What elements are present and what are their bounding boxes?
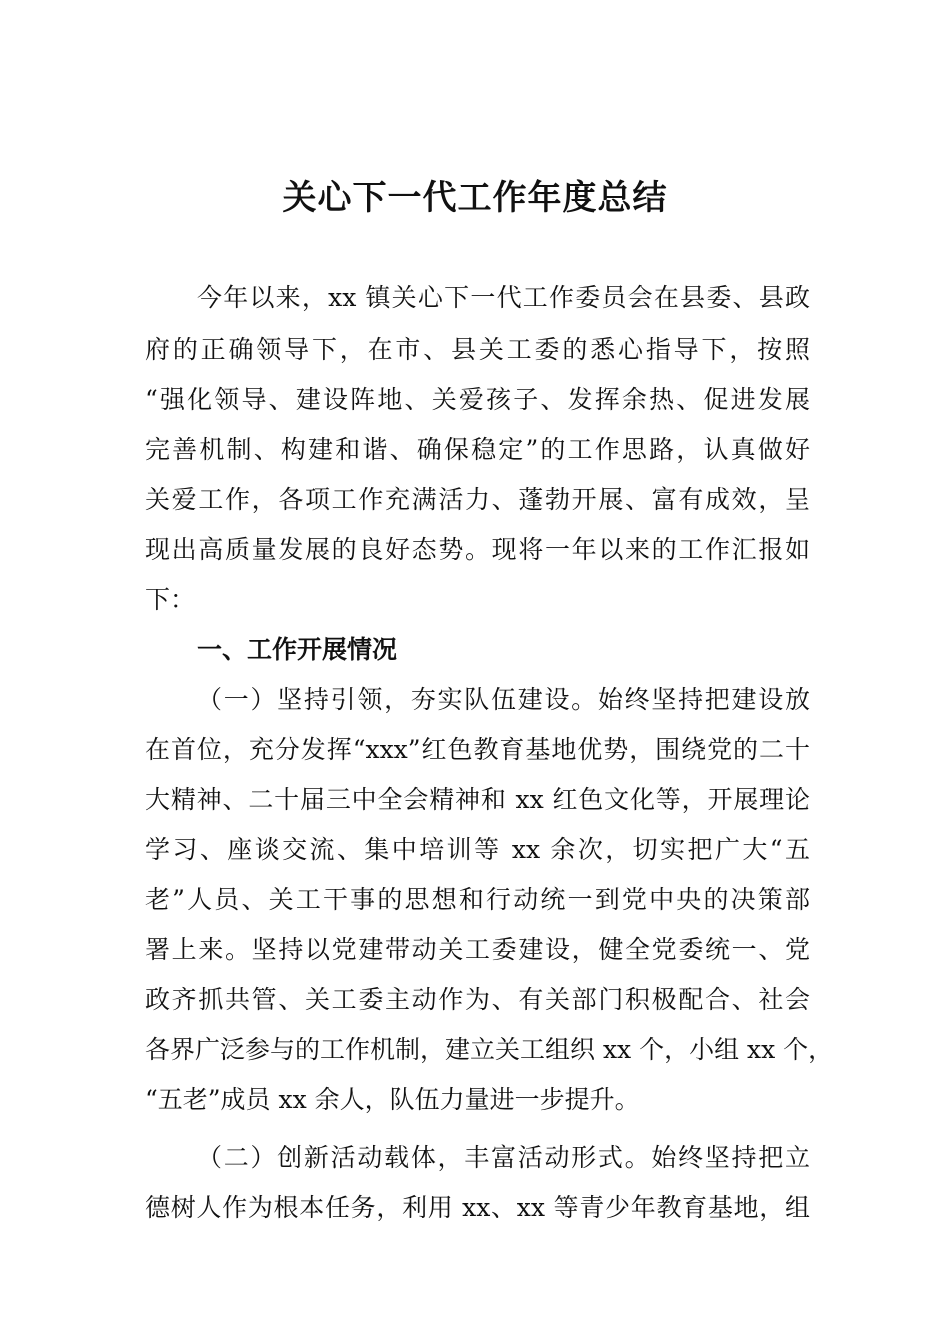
para1-line-6: 署上来。坚持以党建带动关工委建设，健全党委统一、党 <box>145 935 810 964</box>
section-heading: 一、工作开展情况 <box>197 635 398 664</box>
intro-line-1: 今年以来，xx 镇关心下一代工作委员会在县委、县政 <box>197 283 810 312</box>
para2-line-1: （二）创新活动载体，丰富活动形式。始终坚持把立 <box>197 1143 810 1172</box>
intro-line-3: “强化领导、建设阵地、关爱孩子、发挥余热、促进发展 <box>145 385 810 414</box>
para1-line-9: “五老”成员 xx 余人，队伍力量进一步提升。 <box>145 1085 640 1114</box>
para1-line-7: 政齐抓共管、关工委主动作为、有关部门积极配合、社会 <box>145 985 810 1014</box>
intro-line-4: 完善机制、构建和谐、确保稳定”的工作思路，认真做好 <box>145 435 810 464</box>
para1-line-4: 学习、座谈交流、集中培训等 xx 余次，切实把广大“五 <box>145 835 810 864</box>
para2-line-2: 德树人作为根本任务，利用 xx、xx 等青少年教育基地，组 <box>145 1193 810 1222</box>
intro-line-7: 下： <box>145 585 196 614</box>
para1-line-1: （一）坚持引领，夯实队伍建设。始终坚持把建设放 <box>197 685 810 714</box>
intro-line-2: 府的正确领导下，在市、县关工委的悉心指导下，按照 <box>145 335 810 364</box>
para1-line-3: 大精神、二十届三中全会精神和 xx 红色文化等，开展理论 <box>145 785 810 814</box>
para1-line-5: 老”人员、关工干事的思想和行动统一到党中央的决策部 <box>145 885 810 914</box>
para1-line-2: 在首位，充分发挥“xxx”红色教育基地优势，围绕党的二十 <box>145 735 810 764</box>
intro-line-6: 现出高质量发展的良好态势。现将一年以来的工作汇报如 <box>145 535 810 564</box>
para1-line-8: 各界广泛参与的工作机制，建立关工组织 xx 个，小组 xx 个， <box>145 1035 834 1064</box>
document-title: 关心下一代工作年度总结 <box>282 178 668 218</box>
intro-line-5: 关爱工作，各项工作充满活力、蓬勃开展、富有成效，呈 <box>145 485 810 514</box>
